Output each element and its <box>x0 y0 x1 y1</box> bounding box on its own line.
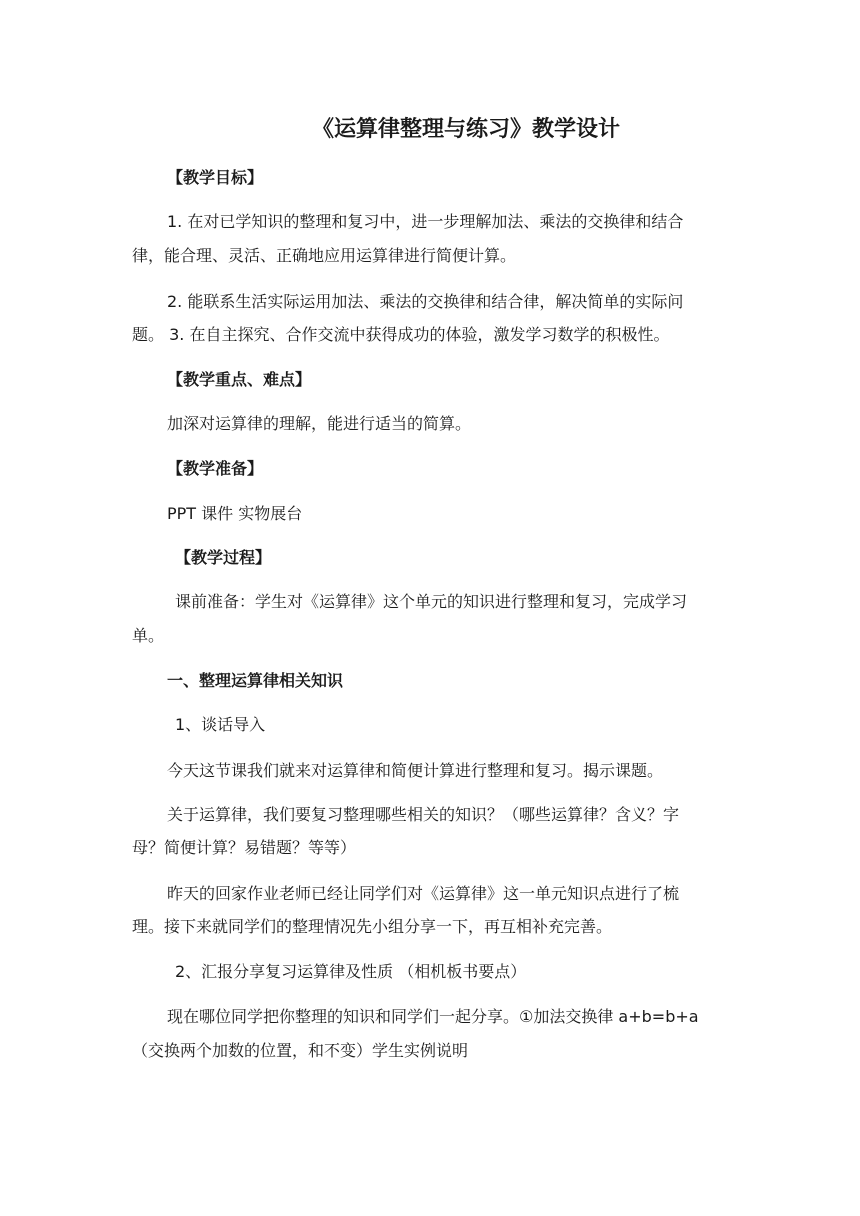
pre-class-line-2: 单。 <box>132 626 165 645</box>
pre-class-line-1: 课前准备：学生对《运算律》这个单元的知识进行整理和复习，完成学习 <box>175 592 688 611</box>
paragraph-4-line-1: 现在哪位同学把你整理的知识和同学们一起分享。①加法交换律 a+b=b+a <box>167 1007 699 1026</box>
goal-1-line-1: 1. 在对已学知识的整理和复习中，进一步理解加法、乘法的交换律和结合 <box>167 212 684 231</box>
paragraph-3-line-1: 昨天的回家作业老师已经让同学们对《运算律》这一单元知识点进行了梳 <box>167 884 680 903</box>
heading-key-points: 【教学重点、难点】 <box>167 370 312 389</box>
paragraph-2-line-2: 母？简便计算？易错题？等等） <box>132 838 357 857</box>
paragraph-3-line-2: 理。接下来就同学们的整理情况先小组分享一下，再互相补充完善。 <box>132 917 613 936</box>
document-title: 《运算律整理与练习》教学设计 <box>311 117 620 142</box>
goal-2-line-1: 2. 能联系生活实际运用加法、乘法的交换律和结合律，解决简单的实际问 <box>167 292 684 311</box>
step-2-heading: 2、汇报分享复习运算律及性质 （相机板书要点） <box>175 962 527 981</box>
paragraph-2-line-1: 关于运算律，我们要复习整理哪些相关的知识？（哪些运算律？含义？字 <box>167 805 680 824</box>
goal-2-line-2: 题。 3. 在自主探究、合作交流中获得成功的体验，激发学习数学的积极性。 <box>132 325 670 344</box>
heading-process: 【教学过程】 <box>175 548 272 567</box>
paragraph-4-line-2: （交换两个加数的位置，和不变）学生实例说明 <box>132 1041 469 1060</box>
step-1-heading: 1、谈话导入 <box>175 715 266 734</box>
heading-goals: 【教学目标】 <box>167 168 264 187</box>
goal-1-line-2: 律，能合理、灵活、正确地应用运算律进行简便计算。 <box>132 246 517 265</box>
paragraph-1: 今天这节课我们就来对运算律和简便计算进行整理和复习。揭示课题。 <box>167 761 664 780</box>
section-1-heading: 一、整理运算律相关知识 <box>167 671 344 690</box>
heading-preparation: 【教学准备】 <box>167 459 264 478</box>
key-points-text: 加深对运算律的理解，能进行适当的简算。 <box>167 414 472 433</box>
preparation-text: PPT 课件 实物展台 <box>167 504 303 523</box>
